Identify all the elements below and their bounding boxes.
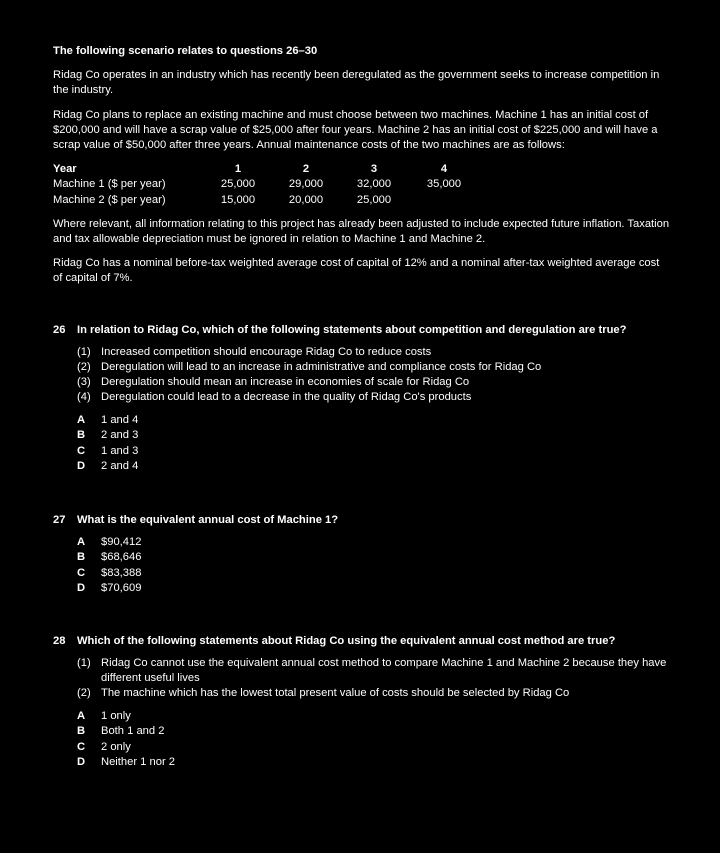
statement-item <box>77 345 671 360</box>
option-letter: D <box>77 756 86 769</box>
statement-text: Increased competition should encourage Ridag Co to reduce costs <box>101 345 432 358</box>
answer-options <box>77 535 671 597</box>
statement-item <box>77 686 671 701</box>
answer-options <box>77 709 671 771</box>
option-letter: A <box>77 535 86 548</box>
option-text: $70,609 <box>101 582 142 595</box>
statement-list <box>77 656 671 702</box>
statement-number: (1) <box>77 657 91 670</box>
statement-item <box>77 656 671 686</box>
question-heading <box>53 513 671 528</box>
option-text: $90,412 <box>101 535 142 548</box>
statement-item <box>77 375 671 390</box>
option-text: $83,388 <box>101 566 142 579</box>
option-text: 2 and 4 <box>101 460 139 473</box>
question-heading <box>53 634 671 649</box>
table-cell: 15,000 <box>220 193 256 206</box>
question-text: In relation to Ridag Co, which of the following statements about competition and deregulation are true? <box>77 323 627 336</box>
question-text: Which of the following statements about Ridag Co using the equivalent annual cost method are true? <box>77 634 616 647</box>
statement-number: (3) <box>77 376 91 389</box>
option-letter: A <box>77 709 86 722</box>
table-header-cell: 1 <box>234 163 242 176</box>
table-cell: 25,000 <box>220 178 256 191</box>
table-header-cell: Year <box>53 163 77 176</box>
statement-item <box>77 360 671 375</box>
table-row <box>53 177 671 192</box>
statement-list <box>77 345 671 406</box>
option-letter: D <box>77 582 86 595</box>
answer-option-b[interactable] <box>77 550 671 566</box>
option-text: 2 only <box>101 740 131 753</box>
table-cell: Machine 1 ($ per year) <box>53 178 166 191</box>
question-text: What is the equivalent annual cost of Machine 1? <box>77 513 339 526</box>
option-text: 1 and 3 <box>101 444 139 457</box>
answer-option-d[interactable] <box>77 755 671 771</box>
question-27 <box>53 513 671 597</box>
statement-text: Deregulation should mean an increase in economies of scale for Ridag Co <box>101 376 470 389</box>
scenario-intro: Ridag Co operates in an industry which has recently been deregulated as the government seeks to increase competition in the industry. <box>53 69 660 97</box>
question-number: 26 <box>53 323 66 336</box>
question-28 <box>53 634 671 771</box>
statement-text: Deregulation will lead to an increase in administrative and compliance costs for Ridag Co <box>101 361 542 373</box>
maintenance-cost-table <box>53 162 671 208</box>
statement-number: (2) <box>77 687 91 700</box>
table-header-cell: 3 <box>370 163 378 176</box>
answer-options <box>77 413 671 475</box>
answer-option-c[interactable] <box>77 566 671 582</box>
option-text: 1 only <box>101 709 131 722</box>
option-letter: A <box>77 413 86 426</box>
table-header-cell: 2 <box>302 163 310 176</box>
answer-option-c[interactable] <box>77 444 671 460</box>
table-cell: 25,000 <box>356 193 392 206</box>
answer-option-a[interactable] <box>77 535 671 551</box>
option-letter: D <box>77 460 86 473</box>
answer-option-b[interactable] <box>77 724 671 740</box>
answer-option-d[interactable] <box>77 459 671 475</box>
table-header-cell: 4 <box>440 163 448 176</box>
answer-option-a[interactable] <box>77 413 671 429</box>
question-26 <box>53 323 671 475</box>
statement-number: (4) <box>77 391 91 404</box>
statement-number: (2) <box>77 361 91 373</box>
option-text: Both 1 and 2 <box>101 725 165 738</box>
table-cell: 29,000 <box>288 178 324 191</box>
question-number: 27 <box>53 513 66 526</box>
option-letter: B <box>77 725 86 738</box>
question-number: 28 <box>53 634 66 647</box>
option-letter: C <box>77 740 86 753</box>
table-header-row <box>53 162 671 177</box>
statement-number: (1) <box>77 345 91 358</box>
option-text: Neither 1 nor 2 <box>101 756 176 769</box>
option-letter: C <box>77 444 86 457</box>
statement-text: Ridag Co cannot use the equivalent annual cost method to compare Machine 1 and Machine 2 because they have different useful lives <box>101 657 667 685</box>
table-cell: 32,000 <box>356 178 392 191</box>
option-text: 1 and 4 <box>101 413 139 426</box>
option-letter: B <box>77 429 86 442</box>
table-row <box>53 193 671 208</box>
scenario-plans: Ridag Co plans to replace an existing machine and must choose between two machines. Machine 1 has an initial cost of $200,000 and will have a scrap value of $25,000 after four years. Machine 2 has an initial cost of $225,000 and will have a scrap value of $50,000 after three years. Annual maintenance costs of the two machines are as follows: <box>53 108 658 152</box>
table-cell: 20,000 <box>288 193 324 206</box>
scenario-title: The following scenario relates to questions 26–30 <box>53 45 318 57</box>
option-letter: B <box>77 551 86 564</box>
table-cell: 35,000 <box>426 178 462 191</box>
statement-item <box>77 390 671 405</box>
exam-page <box>53 44 671 771</box>
table-cell: Machine 2 ($ per year) <box>53 193 166 206</box>
statement-text: The machine which has the lowest total present value of costs should be selected by Ridag Co <box>101 687 570 700</box>
inflation-note: Where relevant, all information relating to this project has already been adjusted to include expected future inflation. Taxation and tax allowable depreciation must be ignored in relation to Machine 1 and Machine 2. <box>53 217 670 245</box>
answer-option-b[interactable] <box>77 428 671 444</box>
wacc-note: Ridag Co has a nominal before-tax weighted average cost of capital of 12% and a nominal after-tax weighted average cost of capital of 7%. <box>53 257 660 285</box>
option-text: $68,646 <box>101 551 142 564</box>
answer-option-c[interactable] <box>77 740 671 756</box>
answer-option-d[interactable] <box>77 581 671 597</box>
answer-option-a[interactable] <box>77 709 671 725</box>
question-heading <box>53 323 671 338</box>
option-text: 2 and 3 <box>101 429 139 442</box>
statement-text: Deregulation could lead to a decrease in the quality of Ridag Co's products <box>101 391 472 404</box>
option-letter: C <box>77 566 86 579</box>
